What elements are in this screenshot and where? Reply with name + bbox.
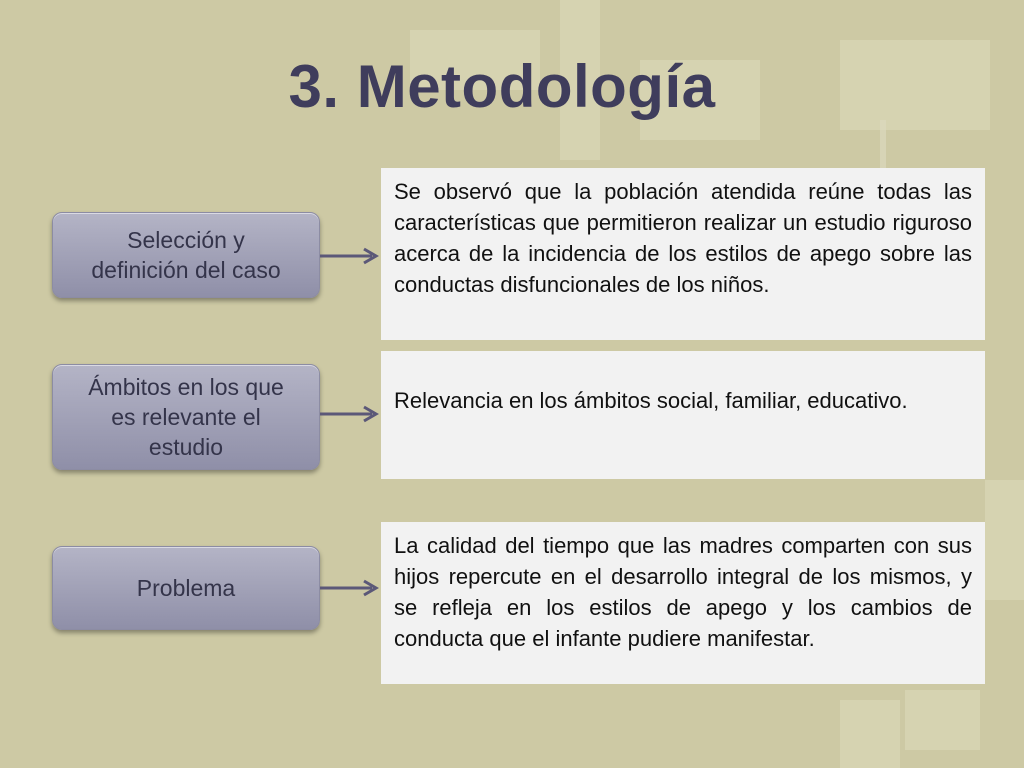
step-label-ambitos: Ámbitos en los que es relevante el estudio [52, 364, 320, 470]
description-problema: La calidad del tiempo que las madres comparten con sus hijos repercute en el desarrollo integral de los mismos, y se refleja en los estilos de apego y los cambios de conducta que el infante pudiere manifestar. [381, 522, 985, 684]
background-decoration [905, 690, 980, 750]
arrow-right-icon [320, 578, 382, 598]
step-label-problema: Problema [52, 546, 320, 630]
step-label-seleccion: Selección y definición del caso [52, 212, 320, 298]
description-ambitos: Relevancia en los ámbitos social, familiar, educativo. [381, 351, 985, 479]
arrow-right-icon [320, 246, 382, 266]
arrow-right-icon [320, 404, 382, 424]
slide-title: 3. Metodología [288, 53, 716, 120]
description-seleccion: Se observó que la población atendida reúne todas las características que permitieron realizar un estudio riguroso acerca de la incidencia de los estilos de apego sobre las conductas disfuncionales de los niños. [381, 168, 985, 340]
background-decoration [840, 700, 900, 768]
background-decoration [985, 480, 1024, 600]
